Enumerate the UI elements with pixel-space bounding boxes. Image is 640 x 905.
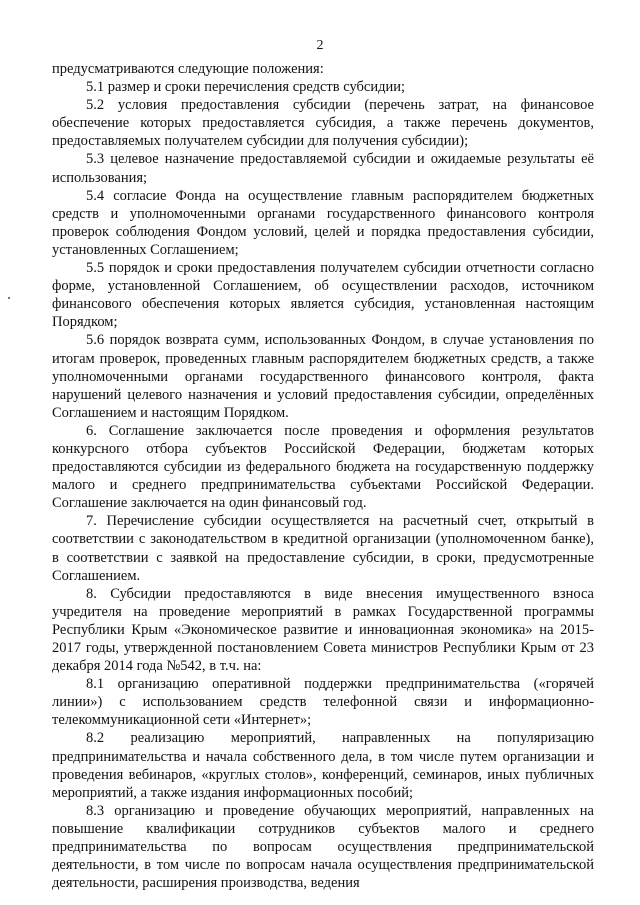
paragraph-8-2: 8.2 реализацию мероприятий, направленных на популяризацию предпринимательства и начала собственного дела, в том числе путем организации и проведения вебинаров, «круглых столов», конференций, семинаров, иных публичных мероприятий, а также издания информационных пособий; xyxy=(52,730,594,801)
paragraph-8-3: 8.3 организацию и проведение обучающих мероприятий, направленных на повышение квалификации сотрудников субъектов малого и среднего предпринимательства по вопросам осуществления предпринимательской деятельности, в том числе по вопросам начала осуществления предпринимательской деятельности, расширения производства, ведения xyxy=(52,802,594,892)
paragraph-5-2: 5.2 условия предоставления субсидии (перечень затрат, на финансовое обеспечение которых предоставляется субсидия, а также перечень документов, предоставляемых получателем субсидии для получения субсидии); xyxy=(52,97,594,150)
paragraph-5-5: 5.5 порядок и сроки предоставления получателем субсидии отчетности согласно форме, установленной Соглашением, об осуществлении расходов, источником финансового обеспечения которых является субсидия, установленная настоящим Порядком; xyxy=(52,260,594,331)
paragraph-8-1: 8.1 организацию оперативной поддержки предпринимательства («горячей линии») с использованием средств телефонной связи и информационно-телекоммуникационной сети «Интернет»; xyxy=(52,676,594,729)
document-body xyxy=(52,60,594,892)
paragraph-5-3: 5.3 целевое назначение предоставляемой субсидии и ожидаемые результаты её использования; xyxy=(52,151,594,186)
paragraph-8: 8. Субсидии предоставляются в виде внесения имущественного взноса учредителя на проведение мероприятий в рамках Государственной программы Республики Крым «Экономическое развитие и инновационная экономика» на 2015-2017 годы, утвержденной постановлением Совета министров Республики Крым от 23 декабря 2014 года №542, в т.ч. на: xyxy=(52,585,594,675)
paragraph-intro: предусматриваются следующие положения: xyxy=(52,61,324,77)
page-number: 2 xyxy=(316,38,324,53)
paragraph-7: 7. Перечисление субсидии осуществляется на расчетный счет, открытый в соответствии с законодательством в кредитной организации (уполномоченном банке), в соответствии с заявкой на предоставление субсидии, в сроки, предусмотренные Соглашением. xyxy=(52,513,594,584)
paragraph-6: 6. Соглашение заключается после проведения и оформления результатов конкурсного отбора субъектов Российской Федерации, бюджетам которых предоставляются субсидии из федерального бюджета на государственную поддержку малого и среднего предпринимательства субъектами Российской Федерации. Соглашение заключается на один финансовый год. xyxy=(52,422,594,512)
paragraph-5-4: 5.4 согласие Фонда на осуществление главным распорядителем бюджетных средств и уполномоченными органами государственного финансового контроля проверок соблюдения Фондом условий, целей и порядка предоставления субсидии, установленных Соглашением; xyxy=(52,187,594,258)
scan-speck xyxy=(8,297,10,299)
paragraph-5-6: 5.6 порядок возврата сумм, использованных Фондом, в случае установления по итогам проверок, проведенных главным распорядителем бюджетных средств, а также уполномоченными органами государственного финансового контроля, факта нарушений целевого назначения и условий предоставления субсидии, определённых Соглашением и настоящим Порядком. xyxy=(52,332,594,421)
paragraph-5-1: 5.1 размер и сроки перечисления средств субсидии; xyxy=(86,79,406,96)
